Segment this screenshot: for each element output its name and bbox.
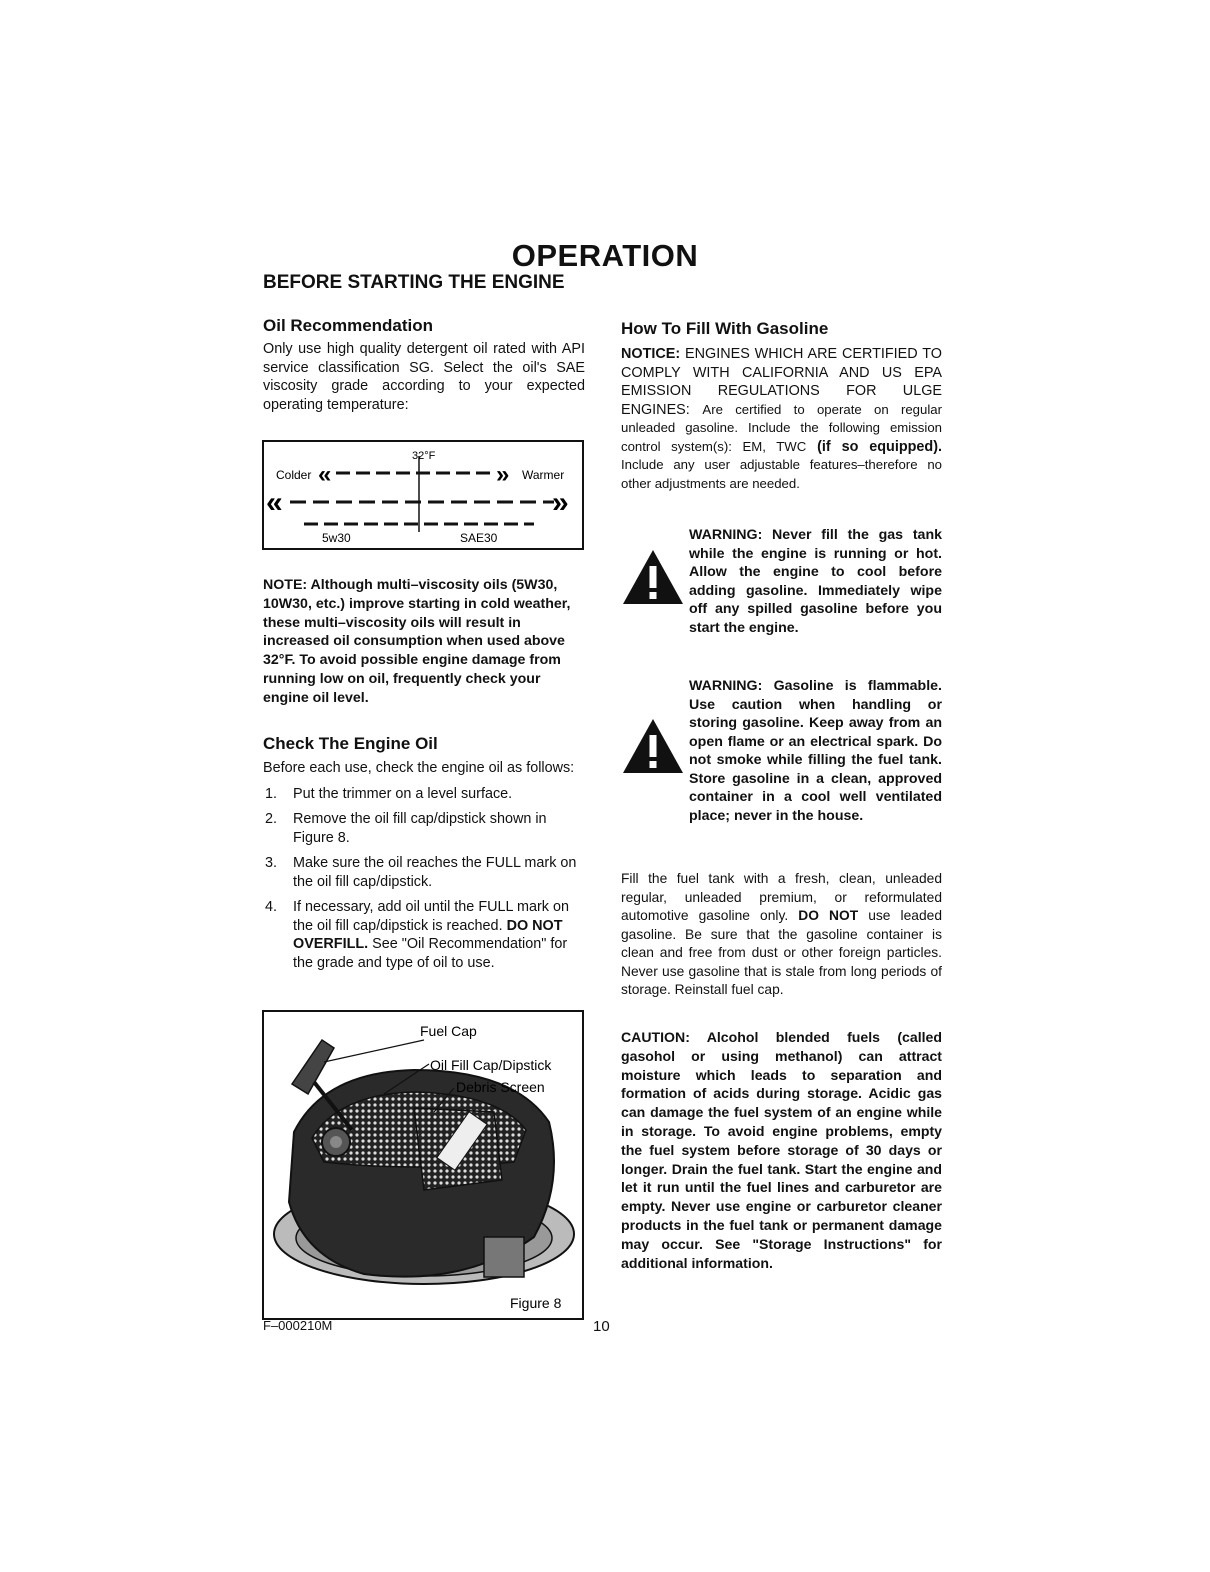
notice-bold-text: (if so equipped). [817,438,942,455]
right-arrow-icon: » [496,461,510,488]
step-warning: DO NOT OVERFILL. [293,917,563,952]
dipstick-label: Oil Fill Cap/Dipstick [430,1057,552,1073]
left-arrow-wide-icon: « [266,486,283,519]
step-text: If necessary, add oil until the FULL mark on the oil fill cap/dipstick is reached. [293,899,569,934]
step-text: Make sure the oil reaches the FULL mark on the oil fill cap/dipstick. [293,855,577,890]
list-item [263,785,585,804]
check-oil-intro: Before each use, check the engine oil as follows: [263,760,575,776]
page-title: OPERATION [511,238,699,273]
warmer-label: Warmer [522,468,565,482]
dipstick-handle [292,1040,334,1094]
step-number: 4. [265,899,278,915]
check-oil-heading: Check The Engine Oil [263,734,438,753]
oil-note: NOTE: Although multi–viscosity oils (5W30, 10W30, etc.) improve starting in cold weather, these multi–viscosity oils will result in increased oil consumption when used above 32°F. To avoid possible engine damage from running low on oil, frequently check your engine oil level. [263,577,571,706]
page-number: 10 [593,1318,610,1335]
document-code: F–000210M [263,1318,333,1333]
temperature-label: 32°F [412,450,436,462]
viscosity-chart-graphic [264,442,582,548]
right-arrow-wide-icon: » [552,486,569,519]
step-text: Put the trimmer on a level surface. [293,785,513,802]
colder-label: Colder [276,468,312,482]
oil-recommendation-section [263,316,585,414]
warning-triangle-icon [621,548,685,606]
gasoline-section [621,319,942,493]
oil-recommendation-text: Only use high quality detergent oil rated with API service classification SG. Select the oil's SAE viscosity grade according to your expected operating temperature: [263,341,585,413]
viscosity-chart [262,440,584,550]
check-oil-steps [263,785,585,973]
step-text: Remove the oil fill cap/dipstick shown in Figure 8. [293,811,547,846]
warning-triangle-icon [621,717,685,775]
gasoline-heading: How To Fill With Gasoline [621,319,829,338]
warning-hot-engine [621,526,942,637]
debris-screen-label: Debris Screen [456,1079,545,1095]
list-item [263,898,585,972]
notice-label: NOTICE: [621,346,681,362]
notice-text-end: Include any user adjustable features–therefore no other adjustments are needed. [621,457,942,491]
warning-text: WARNING: Gasoline is flammable. Use caution when handling or storing gasoline. Keep away from an open flame or an electrical spark. Do not smoke while filling the fuel tank. Store gasoline in a clean, approved container in a cool well ventilated place; never in the house. [689,678,942,824]
warning-text: WARNING: Never fill the gas tank while the engine is running or hot. Allow the engine to cool before adding gasoline. Immediately wipe off any spilled gasoline before you start the engine. [689,527,942,636]
emission-notice [621,345,942,493]
notice-text: Are certified to operate on regular unleaded gasoline. Include the following emission control system(s): EM, TWC [621,401,942,454]
fill-text-end: use leaded gasoline. Be sure that the gasoline container is clean and free from dust or other foreign particles. Never use gasoline that is stale from long periods of storage. Reinstall fuel cap. [621,908,942,997]
carburetor [484,1237,524,1277]
warning-flammable [621,677,942,825]
grade-sae30-label: SAE30 [460,531,498,545]
fill-text: Fill the fuel tank with a fresh, clean, unleaded regular, unleaded premium, or reformulated automotive gasoline only. [621,871,942,923]
step-number: 1. [265,785,278,802]
oil-recommendation-heading: Oil Recommendation [263,316,434,335]
engine-illustration [264,1012,582,1318]
left-arrow-icon: « [318,461,332,488]
fuel-cap-label: Fuel Cap [420,1023,477,1039]
grade-5w30-label: 5w30 [322,531,351,545]
fill-emphasis: DO NOT [798,908,859,923]
step-number: 2. [265,811,278,827]
list-item [263,854,585,891]
check-oil-section [263,734,585,979]
engine-figure [262,1010,584,1320]
step-text-tail: See "Oil Recommendation" for the grade and type of oil to use. [293,936,568,971]
caution-alcohol-fuels: CAUTION: Alcohol blended fuels (called gasohol or using methanol) can attract moisture which leads to separation and formation of acids during storage. Acidic gas can damage the fuel system of an engine while in storage. To avoid engine problems, empty the fuel system before storage of 30 days or longer. Drain the fuel tank. Start the engine and let it run until the fuel lines and carburetor are empty. Never use engine or carburetor cleaner products in the fuel tank or permanent damage may occur. See "Storage Instructions" for additional information. [621,1029,942,1271]
figure-caption: Figure 8 [510,1295,562,1311]
section-title: BEFORE STARTING THE ENGINE [263,272,565,293]
notice-caps-text: ENGINES WHICH ARE CERTIFIED TO COMPLY WITH CALIFORNIA AND US EPA EMISSION REGULATIONS FOR ULGE ENGINES: [621,346,942,418]
step-number: 3. [265,855,278,871]
fill-instructions [621,870,942,1000]
list-item [263,810,585,847]
